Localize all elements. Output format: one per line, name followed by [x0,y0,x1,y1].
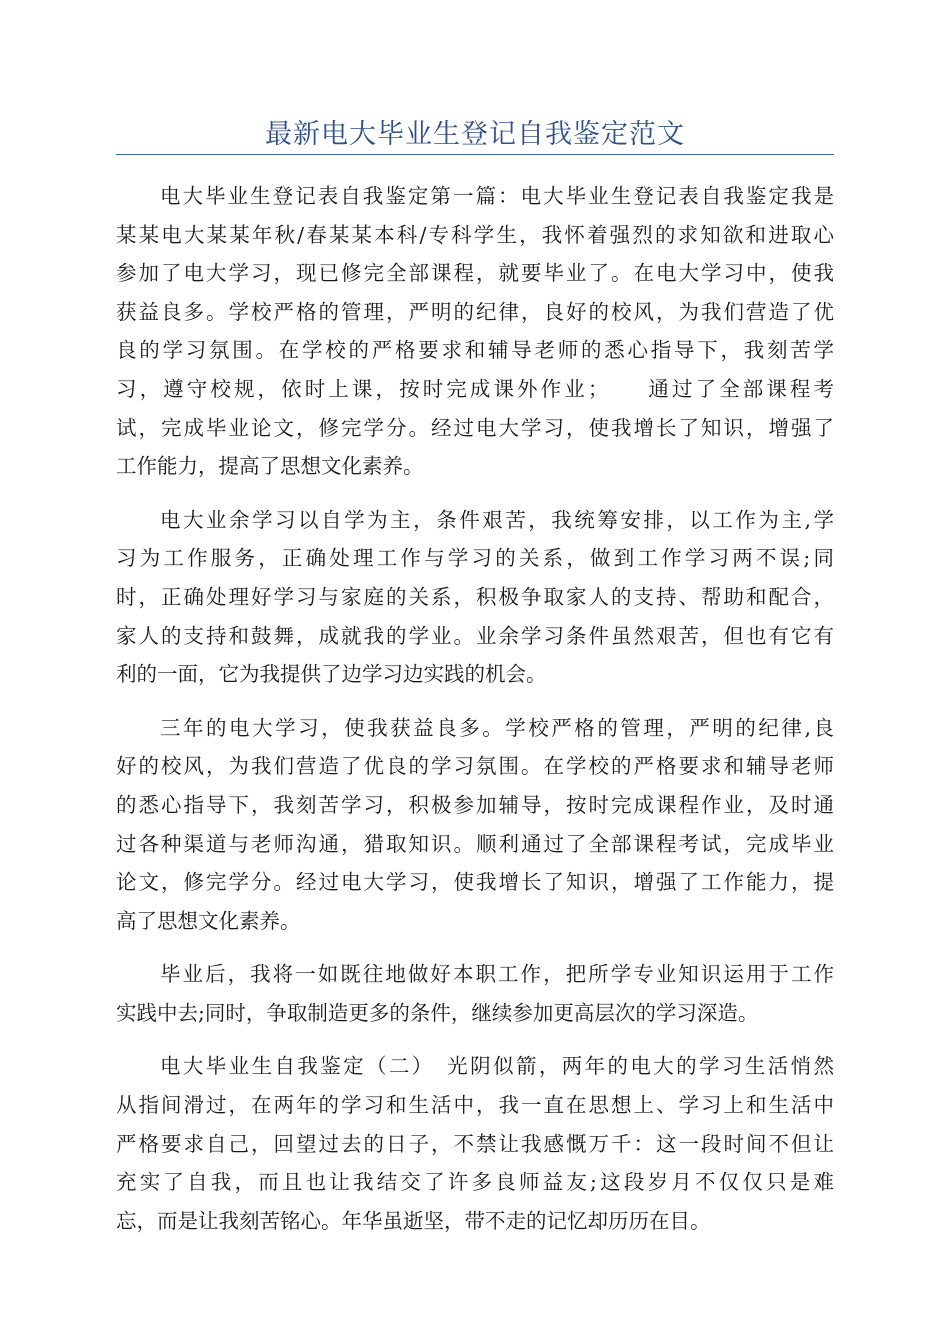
paragraph-line: 获益良多。学校严格的管理，严明的纪律，良好的校风，为我们营造了优 [116,299,834,324]
paragraph-line: 习为工作服务，正确处理工作与学习的关系，做到工作学习两不误;同 [116,546,834,571]
paragraph-line: 电大毕业生自我鉴定（二） 光阴似箭，两年的电大的学习生活悄然 [160,1054,834,1079]
paragraph-line: 毕业后，我将一如既往地做好本职工作，把所学专业知识运用于工作 [160,962,834,987]
paragraph-1 [116,177,834,486]
document-title: 最新电大毕业生登记自我鉴定范文 [265,119,685,150]
paragraph-line: 高了思想文化素养。 [116,908,301,933]
title-underline [116,154,834,155]
paragraph-line: 某某电大某某年秋/春某某本科/专科学生，我怀着强烈的求知欲和进取心 [116,222,834,247]
paragraph-line: 电大毕业生登记表自我鉴定第一篇：电大毕业生登记表自我鉴定我是 [160,184,834,208]
paragraph-line: 实践中去;同时，争取制造更多的条件，继续参加更高层次的学习深造。 [116,1000,759,1025]
paragraph-line: 充实了自我，而且也让我结交了许多良师益友;这段岁月不仅仅只是难 [116,1170,834,1195]
paragraph-5 [116,1047,834,1240]
paragraph-line: 习，遵守校规，依时上课，按时完成课外作业； 通过了全部课程考 [116,376,834,401]
paragraph-line: 过各种渠道与老师沟通，猎取知识。顺利通过了全部课程考试，完成毕业 [116,831,834,856]
paragraph-line: 家人的支持和鼓舞，成就我的学业。业余学习条件虽然艰苦，但也有它有 [116,623,834,648]
paragraph-line: 利的一面，它为我提供了边学习边实践的机会。 [116,662,547,687]
paragraph-line: 从指间滑过，在两年的学习和生活中，我一直在思想上、学习上和生活中 [116,1093,834,1118]
paragraph-line: 论文，修完学分。经过电大学习，使我增长了知识，增强了工作能力，提 [116,870,834,895]
paragraph-3 [116,709,834,941]
paragraph-line: 电大业余学习以自学为主，条件艰苦，我统筹安排，以工作为主,学 [160,507,834,532]
paragraph-line: 试，完成毕业论文，修完学分。经过电大学习，使我增长了知识，增强了 [116,415,834,440]
paragraph-line: 时，正确处理好学习与家庭的关系，积极争取家人的支持、帮助和配合， [116,584,834,609]
paragraph-line: 严格要求自己，回望过去的日子，不禁让我感慨万千：这一段时间不但让 [116,1131,834,1156]
paragraph-4 [116,955,834,1032]
paragraph-line: 三年的电大学习，使我获益良多。学校严格的管理，严明的纪律,良 [160,715,834,740]
paragraph-line: 的悉心指导下，我刻苦学习，积极参加辅导，按时完成课程作业，及时通 [116,792,834,817]
paragraph-line: 良的学习氛围。在学校的严格要求和辅导老师的悉心指导下，我刻苦学 [116,338,834,363]
paragraph-line: 忘，而是让我刻苦铭心。年华虽逝坚，带不走的记忆却历历在目。 [116,1208,711,1233]
paragraph-2 [116,501,834,694]
paragraph-line: 参加了电大学习，现已修完全部课程，就要毕业了。在电大学习中，使我 [116,261,834,286]
document-page [116,0,834,1240]
paragraph-line: 工作能力，提高了思想文化素养。 [116,454,424,479]
paragraph-line: 好的校风，为我们营造了优良的学习氛围。在学校的严格要求和辅导老师 [116,754,834,779]
